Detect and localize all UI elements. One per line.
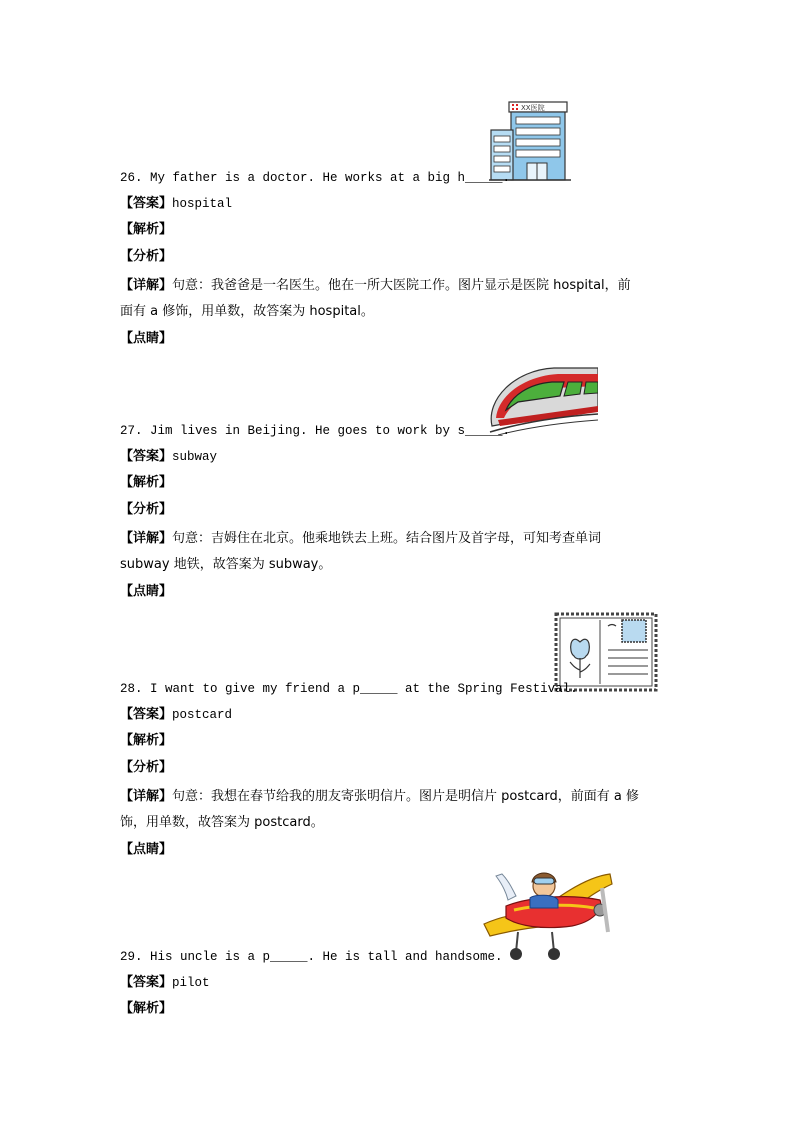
- detail-text: 句意：我爸爸是一名医生。他在一所大医院工作。图片显示是医院 hospital，前: [172, 278, 631, 293]
- detail-line-2: subway 地铁，故答案为 subway。: [120, 557, 332, 572]
- dianjing-label: 【点睛】: [120, 331, 173, 346]
- answer-value: subway: [172, 450, 218, 464]
- fenxi-label: 【分析】: [120, 760, 173, 775]
- detail-line-2: 饰，用单数，故答案为 postcard。: [120, 815, 324, 830]
- detail-text: 句意：吉姆住在北京。他乘地铁去上班。结合图片及首字母，可知考查单词: [172, 531, 602, 546]
- answer-value: hospital: [172, 197, 233, 211]
- answer-value: pilot: [172, 976, 210, 990]
- hospital-sign-text: XX医院: [521, 104, 545, 112]
- question-26-answer: [120, 195, 232, 212]
- detail-label: 【详解】: [120, 278, 173, 293]
- dianjing-label: 【点睛】: [120, 842, 173, 857]
- analysis-label: 【解析】: [120, 222, 173, 237]
- airplane-pilot-icon: [482, 866, 616, 962]
- question-27-answer: [120, 448, 217, 465]
- analysis-label: 【解析】: [120, 733, 173, 748]
- analysis-label: 【解析】: [120, 475, 173, 490]
- question-29-answer: [120, 974, 210, 991]
- postcard-icon: [554, 612, 658, 692]
- detail-line-1: [120, 530, 601, 547]
- detail-line-2: 面有 a 修饰，用单数，故答案为 hospital。: [120, 304, 374, 319]
- analysis-label: 【解析】: [120, 1001, 173, 1016]
- detail-line-1: [120, 277, 631, 294]
- fenxi-label: 【分析】: [120, 249, 173, 264]
- answer-value: postcard: [172, 708, 233, 722]
- detail-text: 句意：我想在春节给我的朋友寄张明信片。图片是明信片 postcard，前面有 a 修: [172, 789, 639, 804]
- fenxi-label: 【分析】: [120, 502, 173, 517]
- answer-label: 【答案】: [120, 449, 173, 464]
- question-28-text: 28. I want to give my friend a p_____ at the Spring Festival.: [120, 682, 578, 696]
- question-29-text: 29. His uncle is a p_____. He is tall and handsome.: [120, 950, 503, 964]
- answer-label: 【答案】: [120, 975, 173, 990]
- answer-label: 【答案】: [120, 196, 173, 211]
- answer-label: 【答案】: [120, 707, 173, 722]
- detail-label: 【详解】: [120, 531, 173, 546]
- detail-label: 【详解】: [120, 789, 173, 804]
- question-28-answer: [120, 706, 232, 723]
- question-27-text: 27. Jim lives in Beijing. He goes to work by s_____.: [120, 424, 511, 438]
- question-26-text: 26. My father is a doctor. He works at a big h_____.: [120, 171, 511, 185]
- detail-line-1: [120, 788, 639, 805]
- dianjing-label: 【点睛】: [120, 584, 173, 599]
